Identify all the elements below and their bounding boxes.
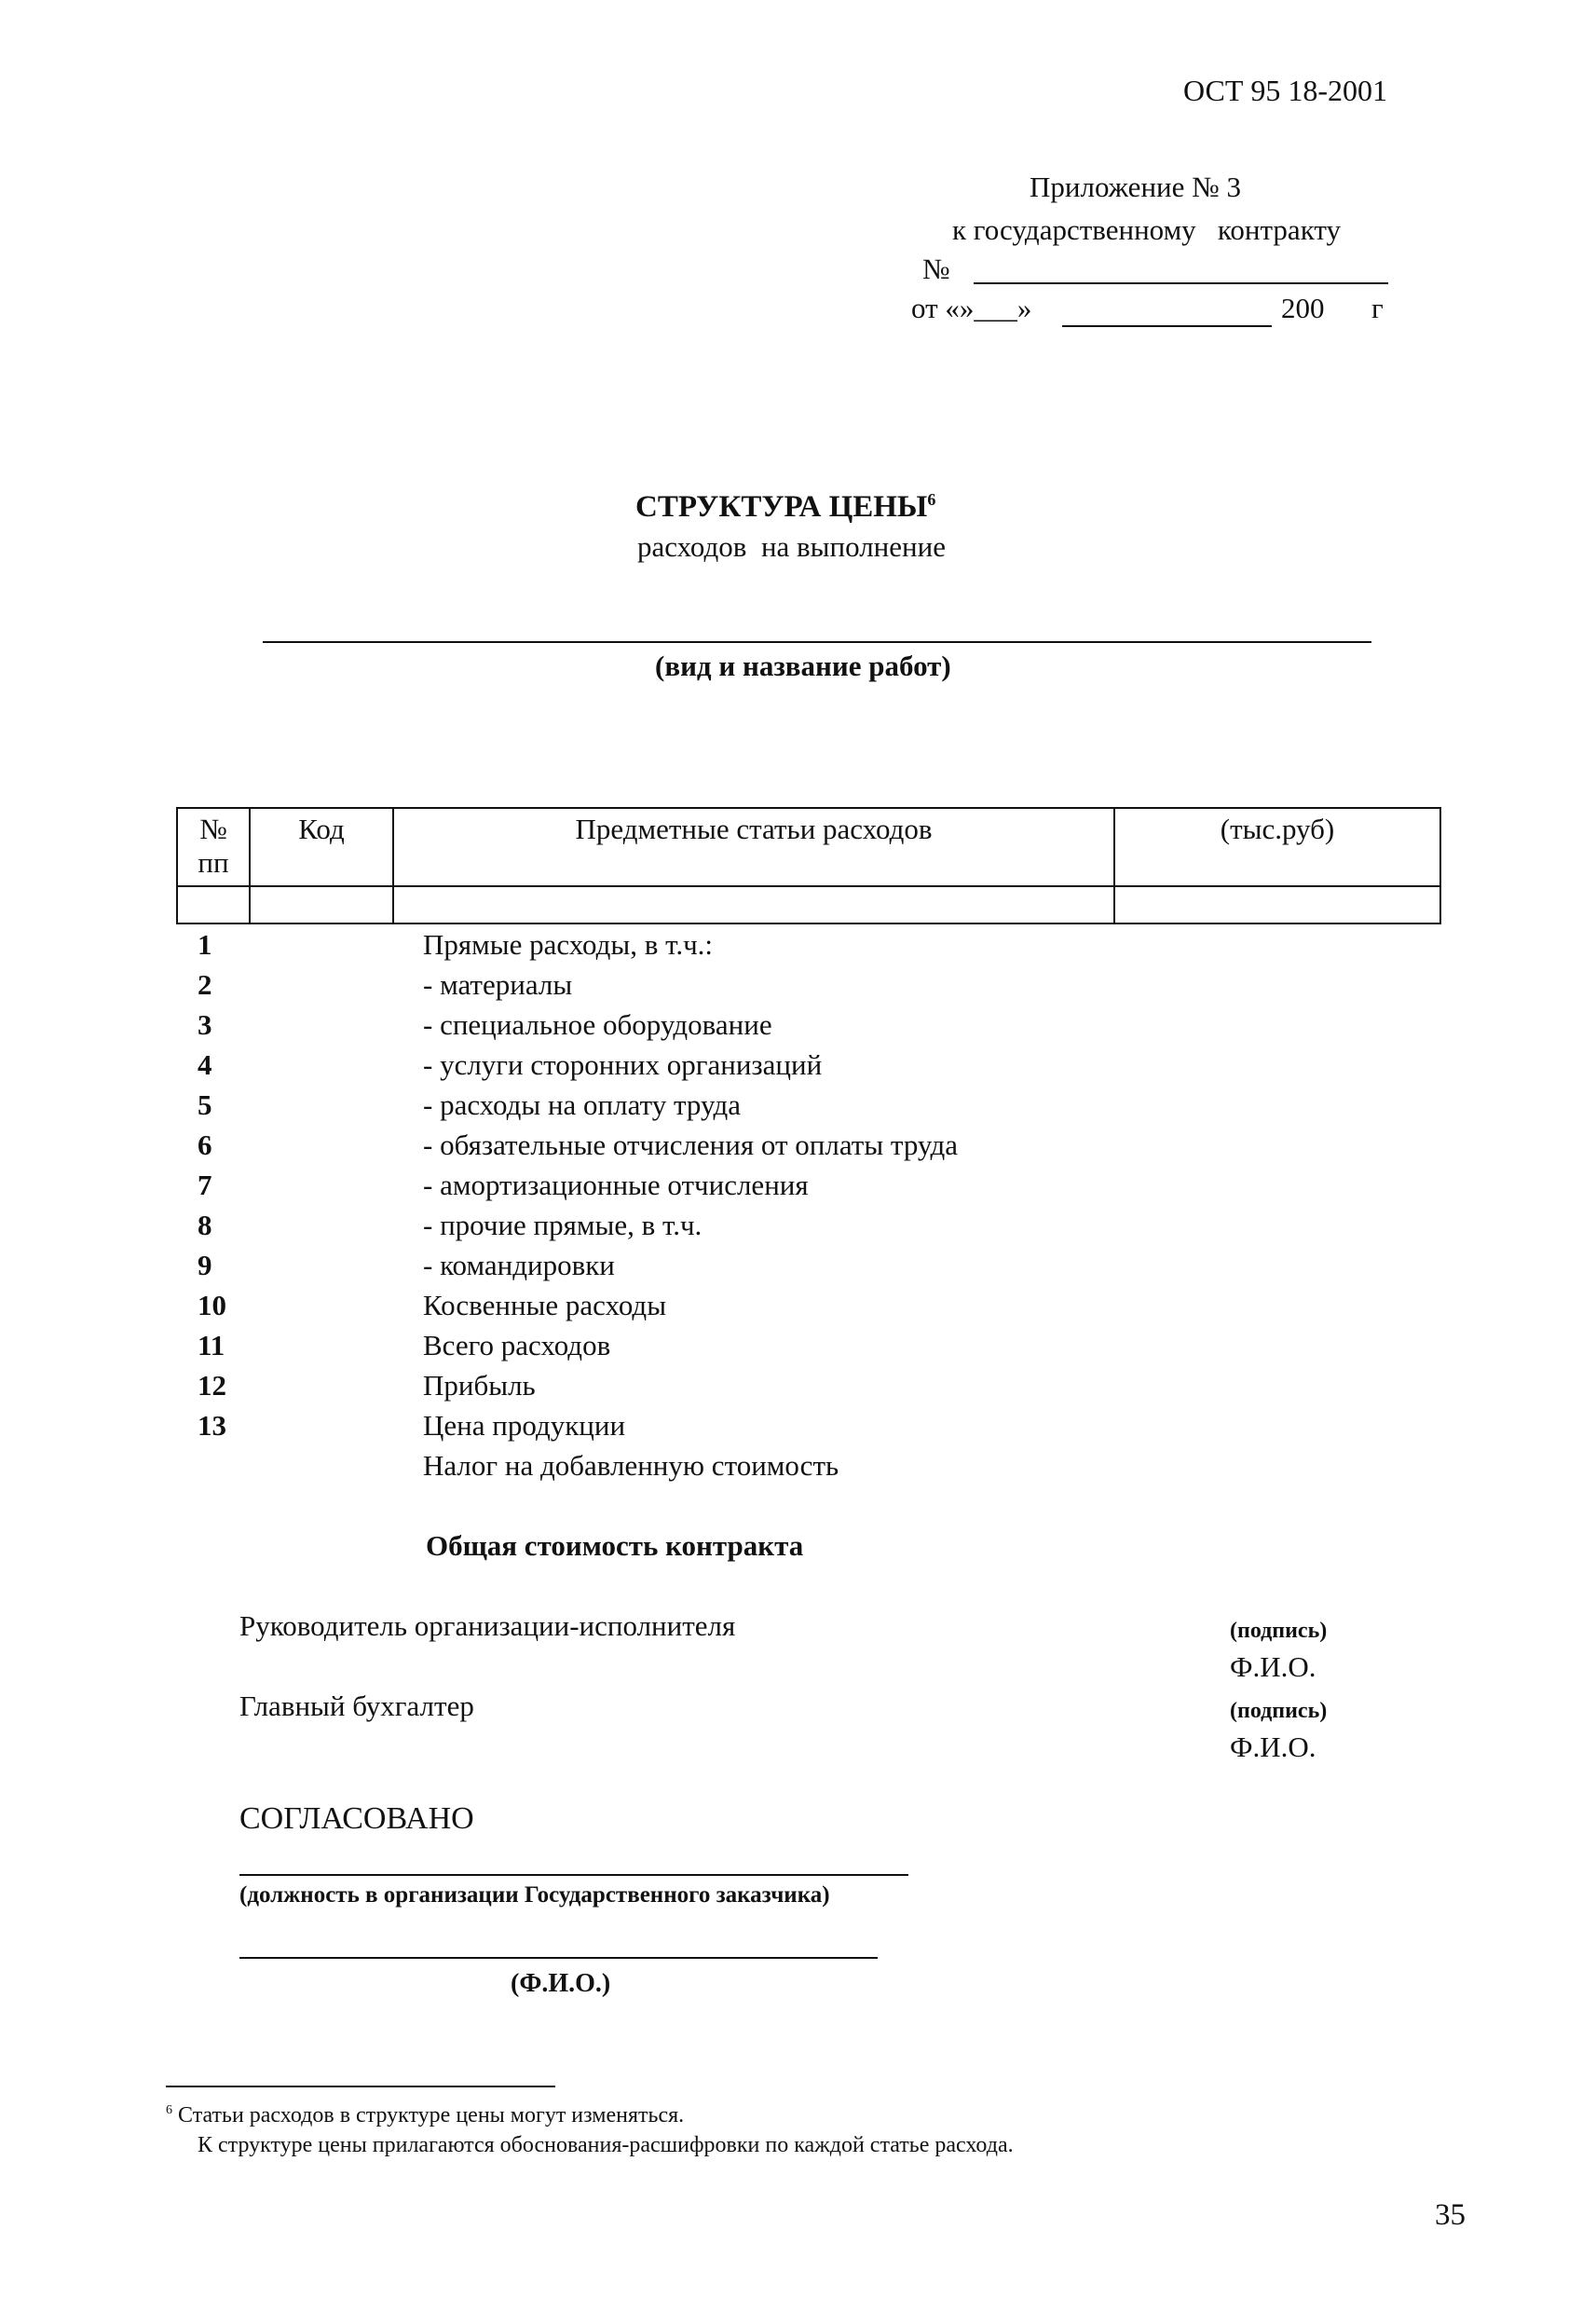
header-cell-code: Код: [250, 808, 393, 886]
header-cell-number: № пп: [177, 808, 250, 886]
approval-fio-line: [239, 1957, 878, 1959]
item-number: 2: [198, 968, 212, 1001]
table-header-row: [177, 808, 1440, 886]
item-label: Прибыль: [423, 1369, 536, 1402]
item-label: - услуги сторонних организаций: [423, 1048, 823, 1081]
item-number: 6: [198, 1129, 212, 1161]
header-cell-articles: Предметные статьи расходов: [393, 808, 1114, 886]
annex-title: Приложение № 3: [1030, 171, 1241, 203]
item-number: 7: [198, 1169, 212, 1201]
table-cell: [250, 886, 393, 923]
work-name-caption: (вид и название работ): [655, 650, 951, 682]
director-signature-caption: (подпись): [1230, 1619, 1328, 1643]
item-label: Косвенные расходы: [423, 1289, 667, 1321]
footnote-separator: [166, 2086, 555, 2087]
item-label: Всего расходов: [423, 1329, 611, 1361]
title-footnote-mark: 6: [927, 490, 936, 509]
item-number: 4: [198, 1048, 212, 1081]
page-number: 35: [1435, 2198, 1466, 2232]
contract-number-line: [974, 282, 1388, 284]
item-number: 12: [198, 1369, 226, 1402]
director-label: Руководитель организации-исполнителя: [239, 1609, 736, 1642]
item-label: - прочие прямые, в т.ч.: [423, 1209, 703, 1241]
item-label: Налог на добавленную стоимость: [423, 1449, 839, 1482]
item-label: - расходы на оплату труда: [423, 1088, 742, 1121]
item-number: 5: [198, 1088, 212, 1121]
cost-structure-table: [176, 807, 1441, 924]
total-contract-cost: Общая стоимость контракта: [426, 1529, 804, 1562]
item-number: 10: [198, 1289, 226, 1321]
table-cell: [393, 886, 1114, 923]
accountant-label: Главный бухгалтер: [239, 1690, 474, 1722]
table-cell: [177, 886, 250, 923]
approval-position-line: [239, 1874, 908, 1876]
approval-position-caption: (должность в организации Государственного заказчика): [239, 1882, 830, 1908]
footnote-line-1: [166, 2102, 684, 2129]
item-number: 13: [198, 1409, 226, 1442]
footnote-mark: 6: [166, 2103, 172, 2117]
date-month-line: [1062, 325, 1272, 327]
footnote-line-1-text: Статьи расходов в структуре цены могут изменяться.: [178, 2103, 685, 2127]
table-empty-row: [177, 886, 1440, 923]
accountant-signature-caption: (подпись): [1230, 1699, 1328, 1723]
date-year: 200: [1281, 292, 1325, 324]
annex-contract: к государственному контракту: [952, 213, 1341, 246]
director-fio: Ф.И.О.: [1230, 1650, 1316, 1683]
document-code: ОСТ 95 18-2001: [1183, 74, 1388, 107]
document-title: [635, 489, 935, 527]
date-suffix: г: [1371, 292, 1384, 324]
contract-number-label: №: [922, 253, 950, 285]
header-cell-amount: (тыс.руб): [1114, 808, 1440, 886]
item-number: 3: [198, 1008, 212, 1041]
item-number: 9: [198, 1249, 212, 1281]
footnote-line-2: К структуре цены прилагаются обоснования-расшифровки по каждой статье расхода.: [198, 2133, 1014, 2157]
accountant-fio: Ф.И.О.: [1230, 1731, 1316, 1763]
approval-title: СОГЛАСОВАНО: [239, 1801, 474, 1836]
item-label: - специальное оборудование: [423, 1008, 772, 1041]
item-label: - обязательные отчисления от оплаты труда: [423, 1129, 958, 1161]
title-subtitle: расходов на выполнение: [637, 530, 946, 563]
table-cell: [1114, 886, 1440, 923]
item-label: Прямые расходы, в т.ч.:: [423, 928, 714, 961]
item-number: 1: [198, 928, 212, 961]
item-label: - материалы: [423, 968, 573, 1001]
item-label: Цена продукции: [423, 1409, 626, 1442]
item-number: 8: [198, 1209, 212, 1241]
approval-fio-caption: (Ф.И.О.): [511, 1969, 611, 1998]
item-label: - командировки: [423, 1249, 615, 1281]
item-label: - амортизационные отчисления: [423, 1169, 809, 1201]
work-name-line: [263, 641, 1371, 643]
document-title-text: СТРУКТУРА ЦЕНЫ: [635, 490, 928, 524]
date-prefix: от «»___»: [911, 292, 1032, 324]
item-number: 11: [198, 1329, 225, 1361]
